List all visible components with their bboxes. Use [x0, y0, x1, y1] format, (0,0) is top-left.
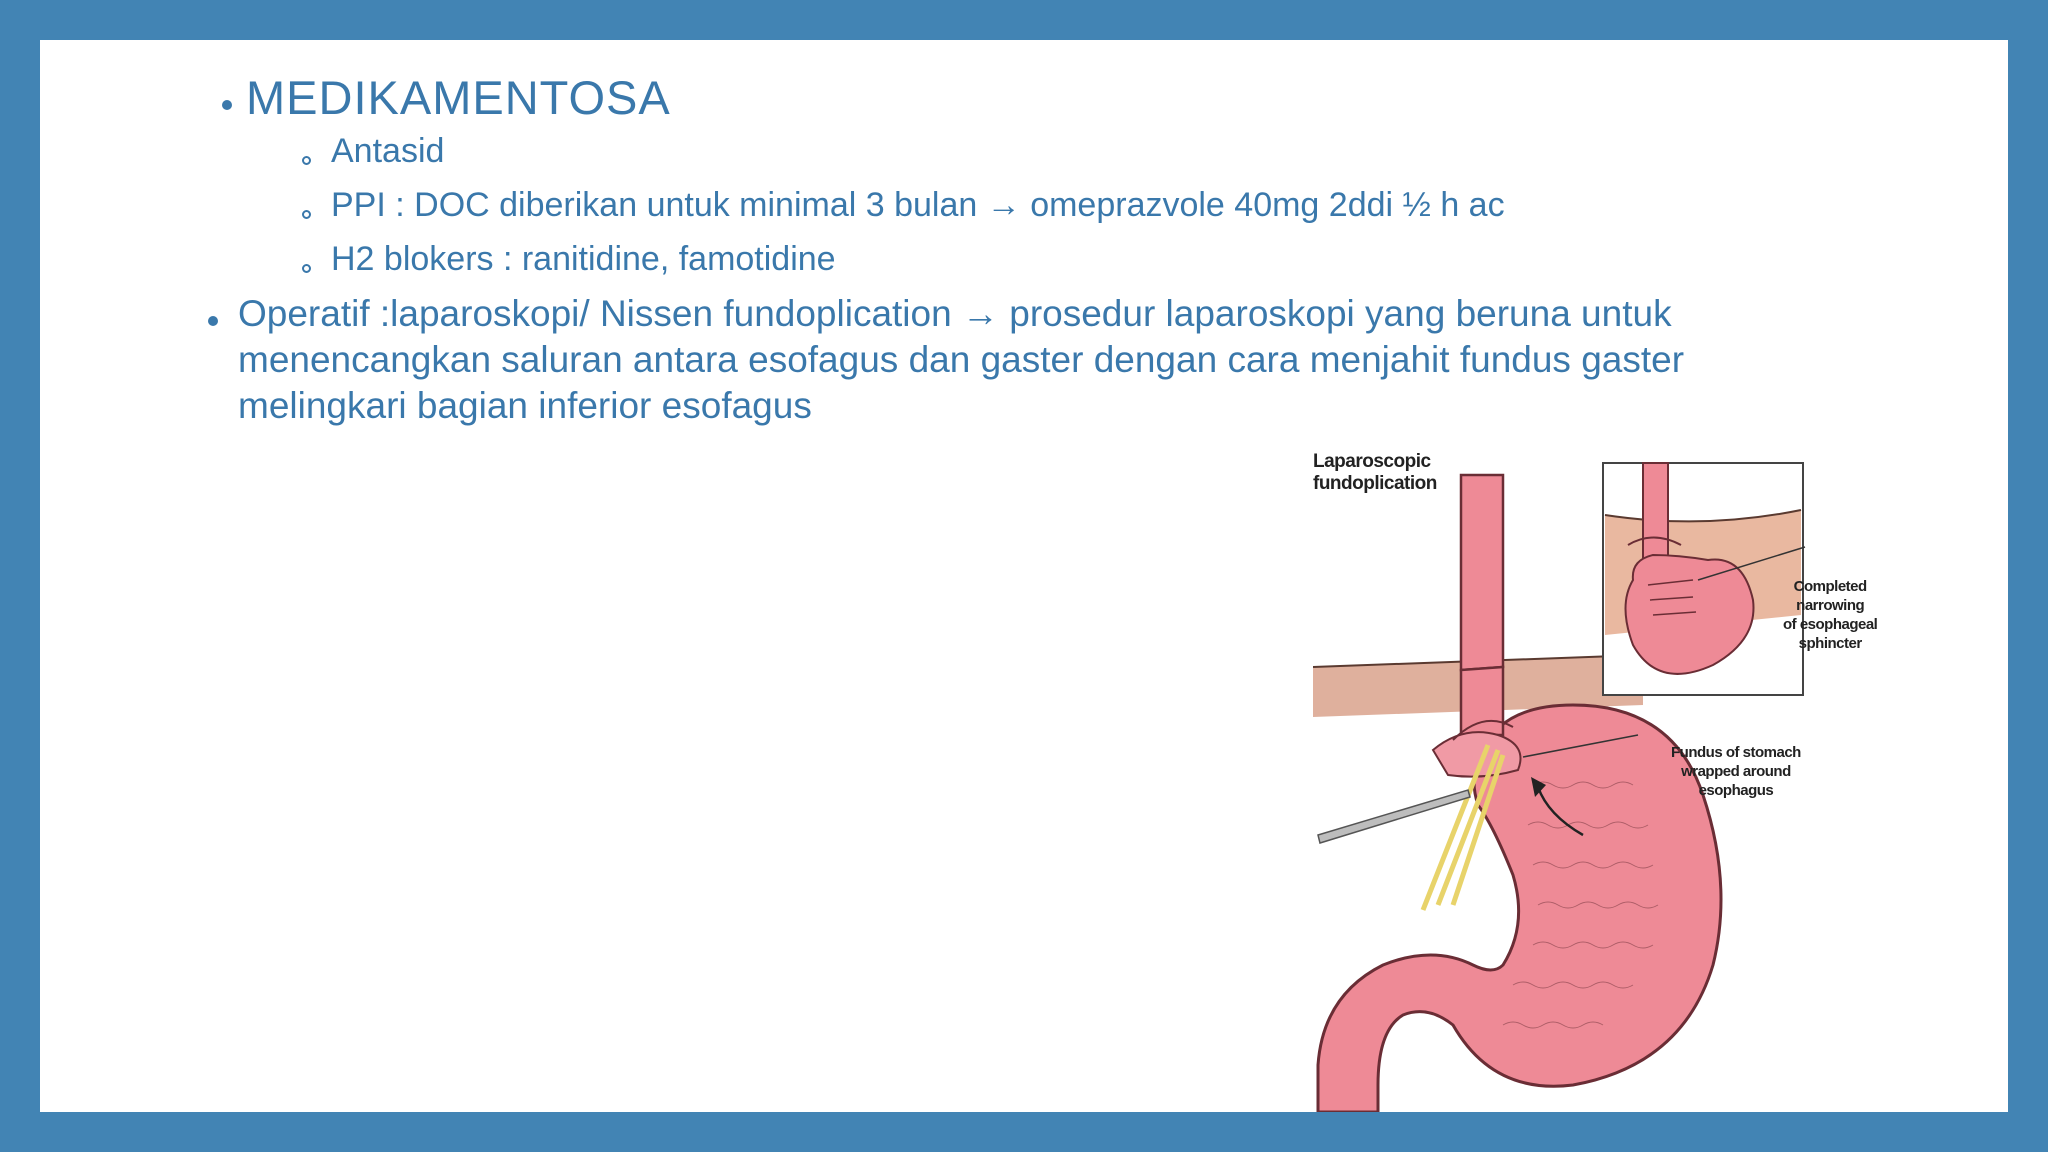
- stomach-illustration: [1313, 405, 1928, 1112]
- operatif-line: Operatif :laparoskopi/ Nissen fundoplication → prosedur laparoskopi yang beruna untuk: [238, 293, 1672, 334]
- fundoplication-figure: [1313, 405, 1928, 1112]
- sub-bullet-icon: [302, 156, 311, 165]
- operatif-line: melingkari bagian inferior esofagus: [238, 385, 812, 426]
- slide: [40, 40, 2008, 1112]
- heading: MEDIKAMENTOSA: [246, 71, 671, 124]
- bullet-dot: [208, 316, 218, 326]
- medication-item: PPI : DOC diberikan untuk minimal 3 bulan → omeprazvole 40mg 2ddi ½ h ac: [331, 186, 1505, 224]
- sub-bullet-icon: [302, 264, 311, 273]
- operatif-line: menencangkan saluran antara esofagus dan gaster dengan cara menjahit fundus gaster: [238, 339, 1685, 380]
- medication-item: H2 blokers : ranitidine, famotidine: [331, 240, 836, 278]
- sub-bullet-icon: [302, 210, 311, 219]
- bullet-dot: [222, 100, 232, 110]
- inset-label: Completed narrowing of esophageal sphincter: [1783, 578, 1878, 652]
- fundus-label: Fundus of stomach wrapped around esophagus: [1671, 744, 1801, 799]
- medication-item: Antasid: [331, 132, 445, 170]
- figure-title: Laparoscopic fundoplication: [1313, 451, 1437, 494]
